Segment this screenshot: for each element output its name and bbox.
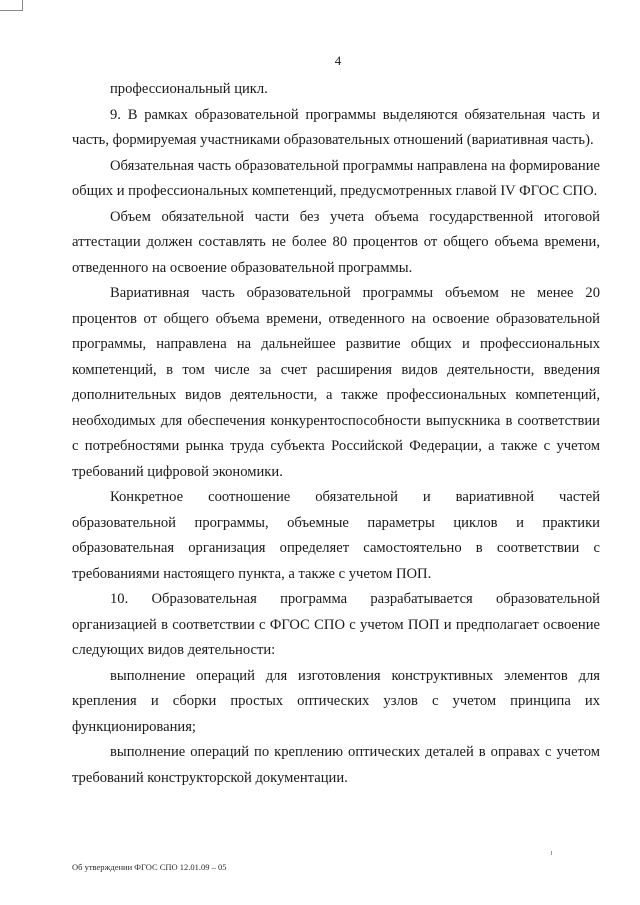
scan-mark xyxy=(551,851,552,855)
page-number: 4 xyxy=(334,53,342,68)
paragraph-activity-1: выполнение операций для изготовления конструктивных элементов для крепления и сборки простых оптических узлов с учетом принципа их функционирования; xyxy=(72,667,600,735)
paragraph-mandatory-volume: Объем обязательной части без учета объема государственной итоговой аттестации должен составлять не более 80 процентов от общего объема времени, отведенного на освоение образовательной программы. xyxy=(72,208,600,276)
paragraph-item-10: 10. Образовательная программа разрабатывается образовательной организацией в соответствии с ФГОС СПО с учетом ПОП и предполагает освоение следующих видов деятельности: xyxy=(72,591,600,658)
paragraph-item-9: 9. В рамках образовательной программы выделяются обязательная часть и часть, формируемая участниками образовательных отношений (вариативная часть). xyxy=(72,106,600,148)
paragraph-ratio: Конкретное соотношение обязательной и вариативной частей образовательной программы, объемные параметры циклов и практики образовательная организация определяет самостоятельно в соответствии с требованиями настоящего пункта, а также с учетом ПОП. xyxy=(72,489,600,582)
paragraph-variable-part: Вариативная часть образовательной программы объемом не менее 20 процентов от общего объема времени, отведенного на освоение образовательной программы, направлена на дальнейшее развитие общих и профессиональных компетенций, в том числе за счет расширения видов деятельности, введения дополнительных видов деятельности, а также профессиональных компетенций, необходимых для обеспечения конкурентоспособности выпускника в соответствии с потребностями рынка труда субъекта Российской Федерации, а также с учетом требований цифровой экономики. xyxy=(72,285,600,480)
page-footer: Об утверждении ФГОС СПО 12.01.09 – 05 xyxy=(72,862,227,872)
paragraph-mandatory-part: Обязательная часть образовательной программы направлена на формирование общих и профессиональных компетенций, предусмотренных главой IV ФГОС СПО. xyxy=(72,157,600,199)
document-body xyxy=(72,77,600,791)
scan-corner-mark xyxy=(0,0,23,11)
paragraph-activity-2: выполнение операций по креплению оптических деталей в оправах с учетом требований конструкторской документации. xyxy=(72,744,600,786)
paragraph-continuation: профессиональный цикл. xyxy=(110,81,268,97)
